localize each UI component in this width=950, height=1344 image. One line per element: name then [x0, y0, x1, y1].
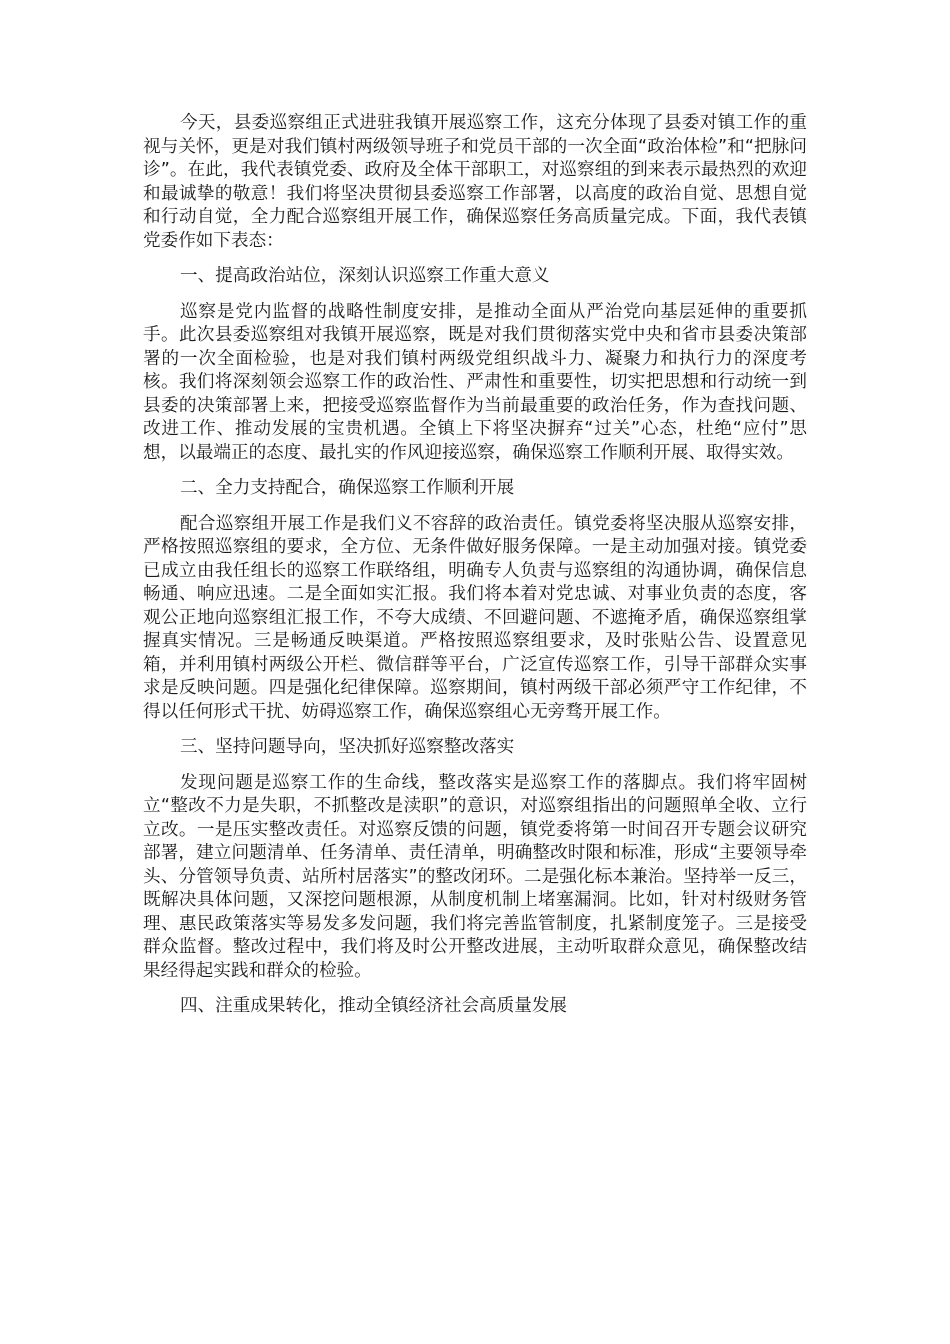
section-2-heading: 二、全力支持配合，确保巡察工作顺利开展: [179, 478, 515, 498]
section-1-paragraph: 巡察是党内监督的战略性制度安排，是推动全面从严治党向基层延伸的重要抓手。此次县委巡察组对我镇开展巡察，既是对我们贯彻落实党中央和省市县委决策部署的一次全面检验，也是对我们镇村两级党组织战斗力、凝聚力和执行力的深度考核。我们将深刻领会巡察工作的政治性、严肃性和重要性，切实把思想和行动统一到县委的决策部署上来，把接受巡察监督作为当前最重要的政治任务，作为查找问题、改进工作、推动发展的宝贵机遇。全镇上下将坚决摒弃“过关”心态，杜绝“应付”思想，以最端正的态度、最扎实的作风迎接巡察，确保巡察工作顺利开展、取得实效。: [143, 301, 807, 463]
section-2-paragraph: 配合巡察组开展工作是我们义不容辞的政治责任。镇党委将坚决服从巡察安排，严格按照巡察组的要求，全方位、无条件做好服务保障。一是主动加强对接。镇党委已成立由我任组长的巡察工作联络组，明确专人负责与巡察组的沟通协调，确保信息畅通、响应迅速。二是全面如实汇报。我们将本着对党忠诚、对事业负责的态度，客观公正地向巡察组汇报工作，不夸大成绩、不回避问题、不遮掩矛盾，确保巡察组掌握真实情况。三是畅通反映渠道。严格按照巡察组要求，及时张贴公告、设置意见箱，并利用镇村两级公开栏、微信群等平台，广泛宣传巡察工作，引导干部群众实事求是反映问题。四是强化纪律保障。巡察期间，镇村两级干部必须严守工作纪律，不得以任何形式干扰、妨碍巡察工作，确保巡察组心无旁骛开展工作。: [143, 513, 807, 722]
section-3-heading: 三、坚持问题导向，坚决抓好巡察整改落实: [179, 737, 515, 757]
section-4-heading: 四、注重成果转化，推动全镇经济社会高质量发展: [179, 996, 568, 1016]
intro-paragraph: 今天，县委巡察组正式进驻我镇开展巡察工作，这充分体现了县委对镇工作的重视与关怀，更是对我们镇村两级领导班子和党员干部的一次全面“政治体检”和“把脉问诊”。在此，我代表镇党委、政府及全体干部职工，对巡察组的到来表示最热烈的欢迎和最诚挚的敬意！我们将坚决贯彻县委巡察工作部署，以高度的政治自觉、思想自觉和行动自觉，全力配合巡察组开展工作，确保巡察任务高质量完成。下面，我代表镇党委作如下表态：: [143, 113, 807, 251]
section-3-paragraph: 发现问题是巡察工作的生命线，整改落实是巡察工作的落脚点。我们将牢固树立“整改不力是失职，不抓整改是渎职”的意识，对巡察组指出的问题照单全收、立行立改。一是压实整改责任。对巡察反馈的问题，镇党委将第一时间召开专题会议研究部署，建立问题清单、任务清单、责任清单，明确整改时限和标准，形成“主要领导牵头、分管领导负责、站所村居落实”的整改闭环。二是强化标本兼治。坚持举一反三，既解决具体问题，又深挖问题根源，从制度机制上堵塞漏洞。比如，针对村级财务管理、惠民政策落实等易发多发问题，我们将完善监管制度，扎紧制度笼子。三是接受群众监督。整改过程中，我们将及时公开整改进展，主动听取群众意见，确保整改结果经得起实践和群众的检验。: [143, 772, 807, 981]
section-1-heading: 一、提高政治站位，深刻认识巡察工作重大意义: [179, 266, 550, 286]
document-body: [143, 112, 807, 1031]
